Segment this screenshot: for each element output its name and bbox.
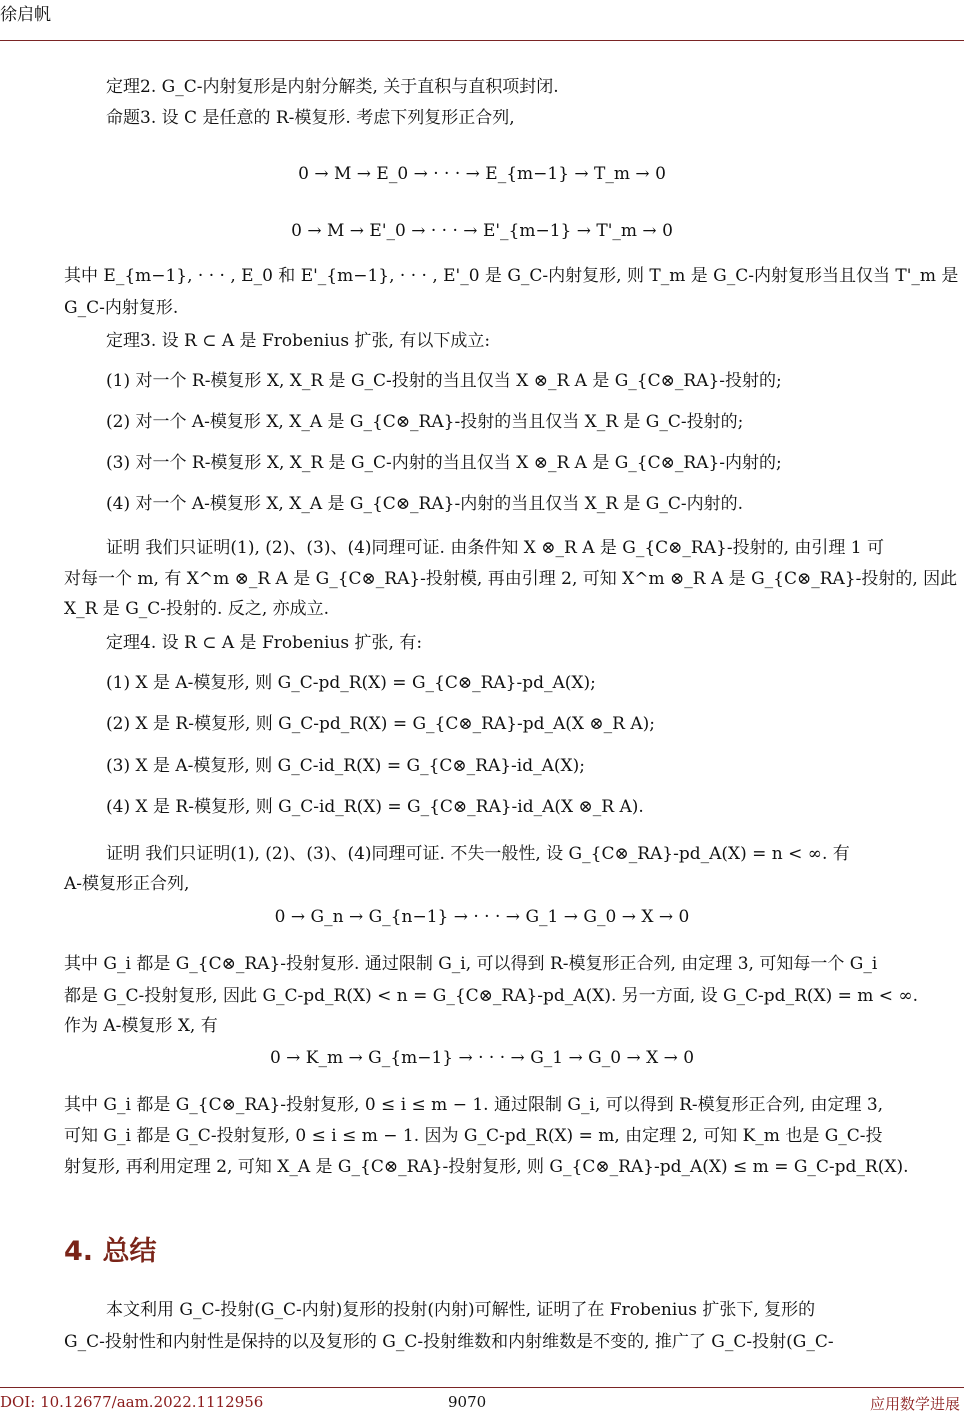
text-line: (3) 对一个 R-模复形 X, X_R 是 G_C-内射的当且仅当 X ⊗_R A 是 G_{C⊗_RA}-内射的; (106, 453, 782, 473)
text-line: A-模复形正合列, (64, 874, 190, 894)
text-line: G_C-投射性和内射性是保持的以及复形的 G_C-投射维数和内射维数是不变的, 推广了 G_C-投射(G_C- (64, 1332, 834, 1352)
text-line: 作为 A-模复形 X, 有 (64, 1016, 218, 1036)
text-line: 0 → K_m → G_{m−1} → · · · → G_1 → G_0 → X → 0 (269, 1048, 695, 1068)
text-line: 其中 G_i 都是 G_{C⊗_RA}-投射复形. 通过限制 G_i, 可以得到 R-模复形正合列, 由定理 3, 可知每一个 G_i (64, 954, 878, 974)
running-header-author: 徐启帆 (0, 5, 51, 25)
text-line: 证明 我们只证明(1), (2)、(3)、(4)同理可证. 由条件知 X ⊗_R A 是 G_{C⊗_RA}-投射的, 由引理 1 可 (106, 538, 884, 558)
footer-journal-name: 应用数学进展 (869, 1395, 960, 1413)
text-line: 可知 G_i 都是 G_C-投射复形, 0 ≤ i ≤ m − 1. 因为 G_C-pd_R(X) = m, 由定理 2, 可知 K_m 也是 G_C-投 (64, 1126, 883, 1146)
text-line: 命题3. 设 C 是任意的 R-模复形. 考虑下列复形正合列, (106, 108, 515, 128)
text-line: (1) X 是 A-模复形, 则 G_C-pd_R(X) = G_{C⊗_RA}-pd_A(X); (106, 673, 596, 693)
text-line: (4) 对一个 A-模复形 X, X_A 是 G_{C⊗_RA}-内射的当且仅当 X_R 是 G_C-内射的. (106, 494, 744, 514)
text-line: 定理3. 设 R ⊂ A 是 Frobenius 扩张, 有以下成立: (106, 331, 491, 351)
text-line: 定理2. G_C-内射复形是内射分解类, 关于直积与直积项封闭. (106, 77, 559, 97)
text-line: (3) X 是 A-模复形, 则 G_C-id_R(X) = G_{C⊗_RA}-id_A(X); (106, 756, 585, 776)
text-line: X_R 是 G_C-投射的. 反之, 亦成立. (64, 599, 330, 619)
text-line: 其中 G_i 都是 G_{C⊗_RA}-投射复形, 0 ≤ i ≤ m − 1. 通过限制 G_i, 可以得到 R-模复形正合列, 由定理 3, (64, 1095, 884, 1115)
header-rule (0, 40, 964, 41)
section-heading: 4. 总结 (64, 1236, 157, 1267)
footer-page-number: 9070 (448, 1393, 487, 1411)
text-line: 证明 我们只证明(1), (2)、(3)、(4)同理可证. 不失一般性, 设 G_{C⊗_RA}-pd_A(X) = n < ∞. 有 (106, 844, 850, 864)
text-line: 本文利用 G_C-投射(G_C-内射)复形的投射(内射)可解性, 证明了在 Frobenius 扩张下, 复形的 (106, 1300, 816, 1320)
text-line: (4) X 是 R-模复形, 则 G_C-id_R(X) = G_{C⊗_RA}-id_A(X ⊗_R A). (106, 797, 644, 817)
footer-doi[interactable]: DOI: 10.12677/aam.2022.1112956 (0, 1393, 264, 1411)
text-line: 0 → M → E_0 → · · · → E_{m−1} → T_m → 0 (298, 164, 666, 184)
text-line: 0 → G_n → G_{n−1} → · · · → G_1 → G_0 → X → 0 (274, 907, 690, 927)
footer-rule (0, 1387, 964, 1388)
text-line: (1) 对一个 R-模复形 X, X_R 是 G_C-投射的当且仅当 X ⊗_R A 是 G_{C⊗_RA}-投射的; (106, 371, 782, 391)
text-line: (2) 对一个 A-模复形 X, X_A 是 G_{C⊗_RA}-投射的当且仅当 X_R 是 G_C-投射的; (106, 412, 744, 432)
text-line: 都是 G_C-投射复形, 因此 G_C-pd_R(X) < n = G_{C⊗_RA}-pd_A(X). 另一方面, 设 G_C-pd_R(X) = m < ∞. (64, 986, 919, 1006)
text-line: 0 → M → E'_0 → · · · → E'_{m−1} → T'_m → 0 (291, 221, 673, 241)
text-line: 射复形, 再利用定理 2, 可知 X_A 是 G_{C⊗_RA}-投射复形, 则 G_{C⊗_RA}-pd_A(X) ≤ m = G_C-pd_R(X). (64, 1157, 909, 1177)
text-line: 对每一个 m, 有 X^m ⊗_R A 是 G_{C⊗_RA}-投射模, 再由引理 2, 可知 X^m ⊗_R A 是 G_{C⊗_RA}-投射的, 因此 (64, 569, 958, 589)
text-line: G_C-内射复形. (64, 298, 179, 318)
text-line: 定理4. 设 R ⊂ A 是 Frobenius 扩张, 有: (106, 633, 423, 653)
text-line: (2) X 是 R-模复形, 则 G_C-pd_R(X) = G_{C⊗_RA}-pd_A(X ⊗_R A); (106, 714, 656, 734)
text-line: 其中 E_{m−1}, · · · , E_0 和 E'_{m−1}, · · · , E'_0 是 G_C-内射复形, 则 T_m 是 G_C-内射复形当且仅当 T'_m 是 (64, 266, 959, 286)
